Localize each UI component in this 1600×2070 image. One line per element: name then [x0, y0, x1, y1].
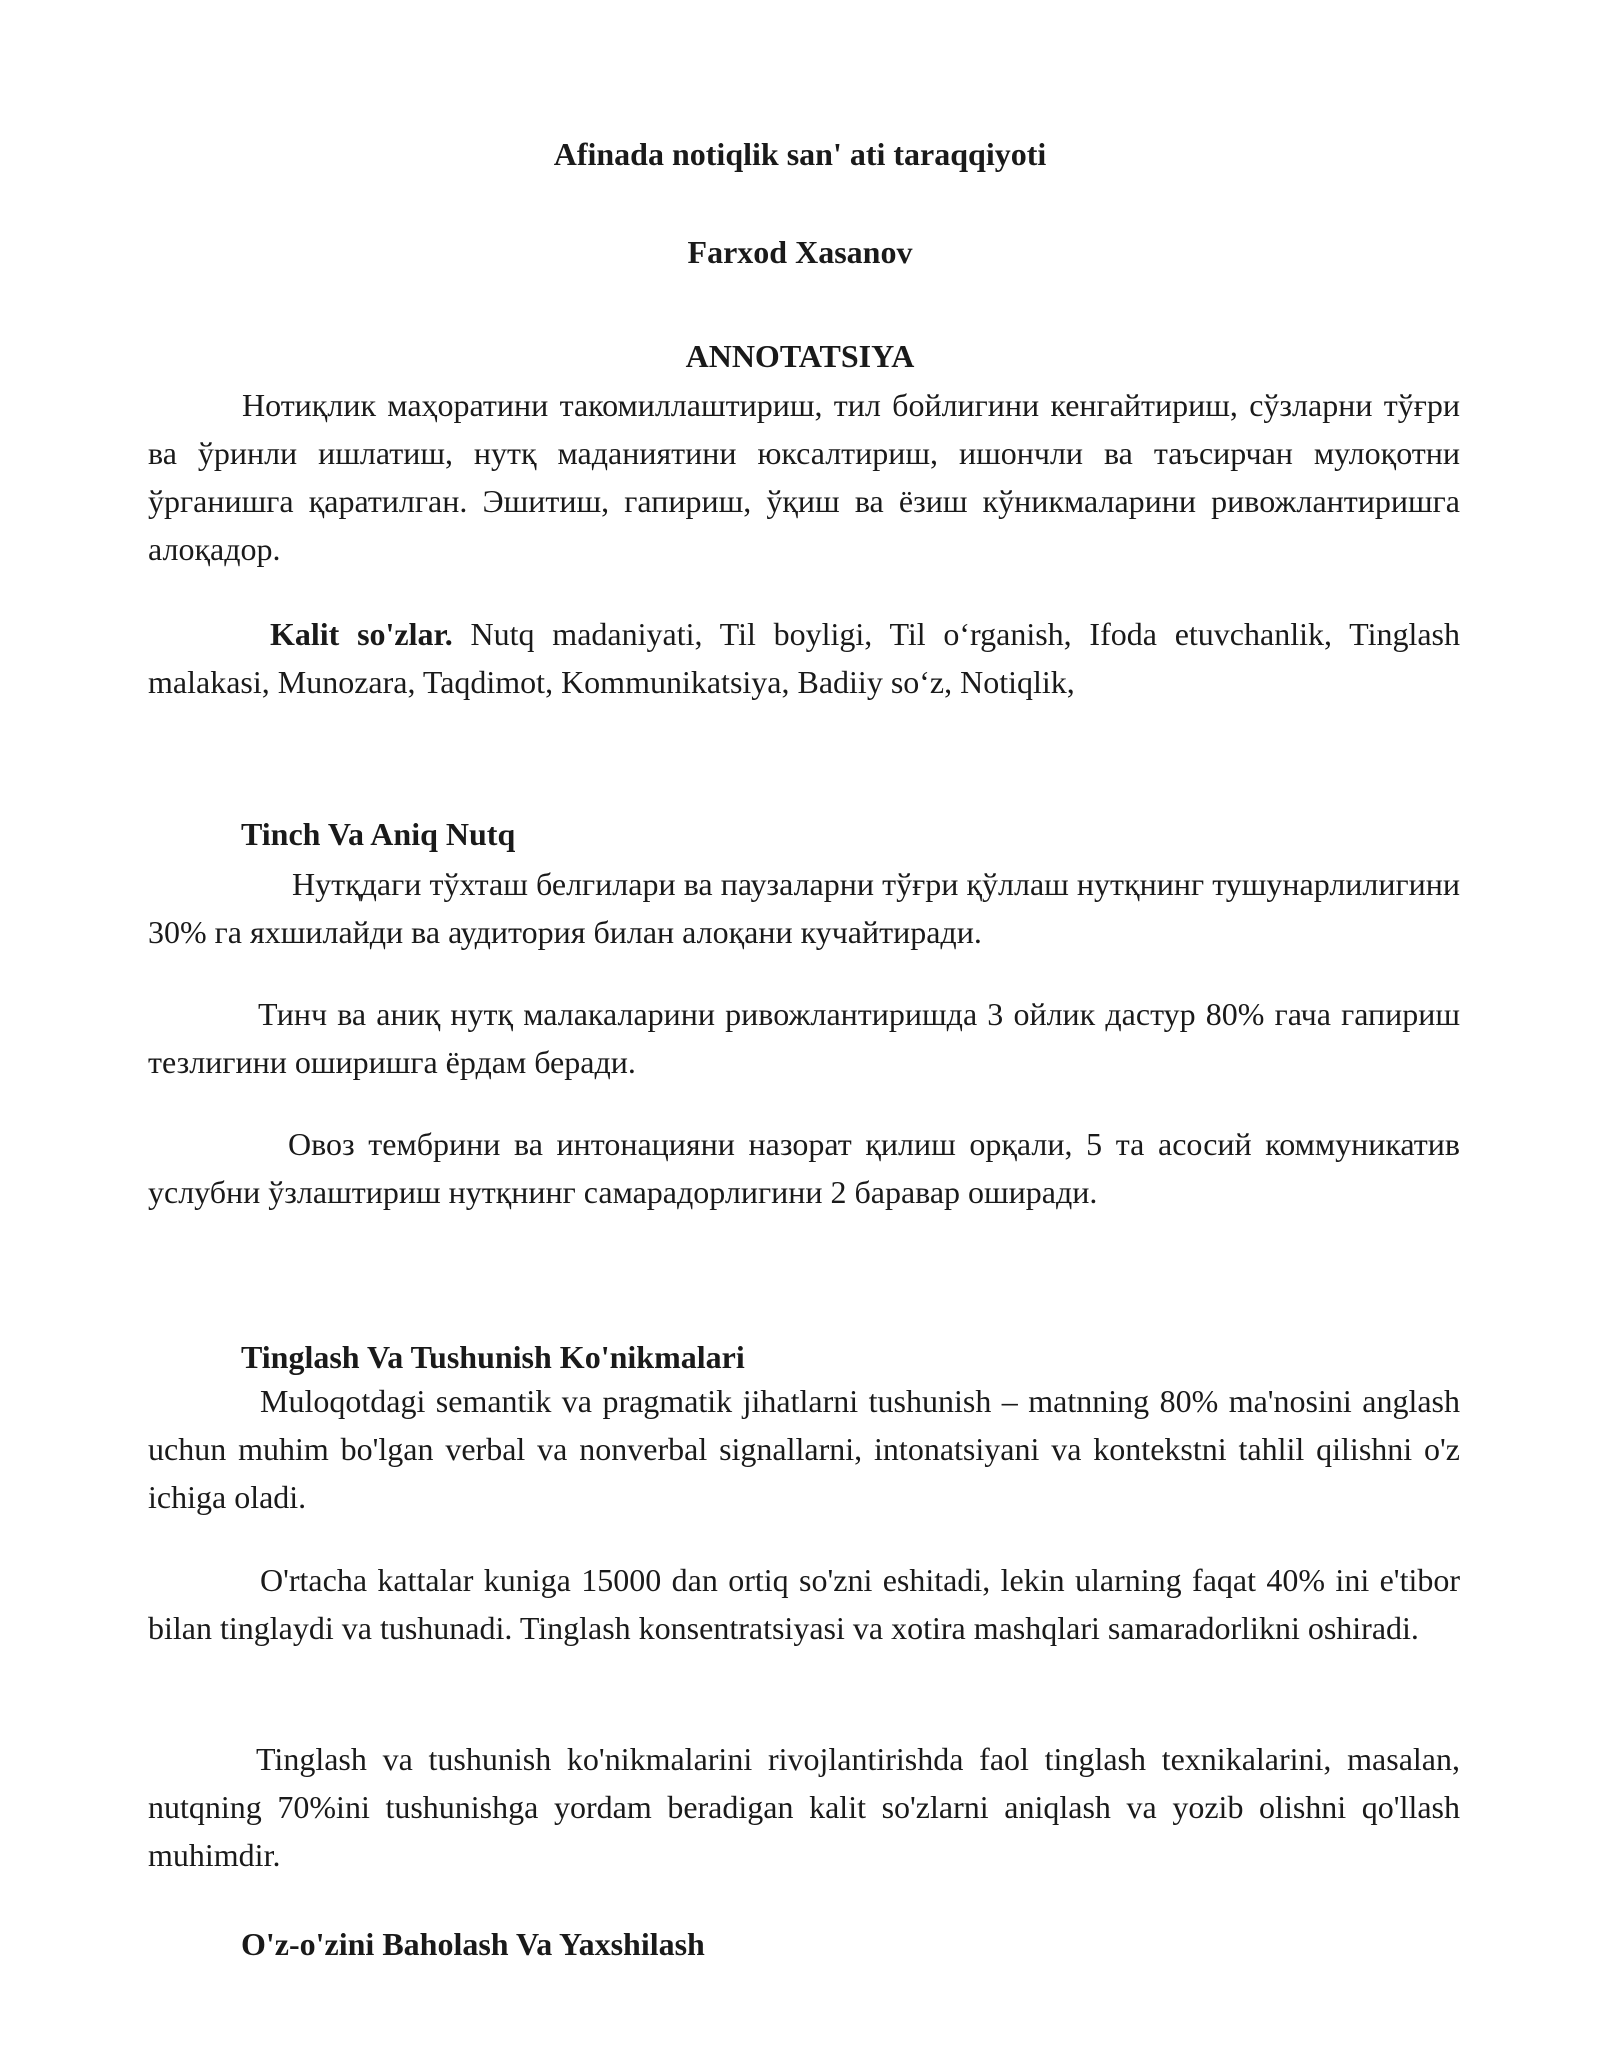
keywords-label: Kalit so'zlar.: [270, 616, 453, 652]
keywords-paragraph: [148, 610, 1460, 706]
section-heading-tinglash-va-tushunish: Tinglash Va Tushunish Ko'nikmalari: [241, 1339, 745, 1375]
annotation-heading: ANNOTATSIYA: [685, 338, 915, 374]
section2-paragraph-3: Tinglash va tushunish ko'nikmalarini rivojlantirishda faol tinglash texnikalarini, masalan, nutqning 70%ini tushunishga yordam beradigan kalit so'zlarni aniqlash va yozib olishni qo'llash muhimdir.: [148, 1741, 1460, 1873]
section1-paragraph-2: Тинч ва аниқ нутқ малакаларини ривожлантиришда 3 ойлик дастур 80% гача гапириш тезлигини оширишга ёрдам беради.: [148, 996, 1460, 1080]
section2-paragraph-1: Muloqotdagi semantik va pragmatik jihatlarni tushunish – matnning 80% ma'nosini anglash uchun muhim bo'lgan verbal va nonverbal signallarni, intonatsiyani va kontekstni tahlil qilishni o'z ichiga oladi.: [148, 1383, 1460, 1515]
section1-paragraph-3: Овоз тембрини ва интонацияни назорат қилиш орқали, 5 та асосий коммуникатив услубни ўзлаштириш нутқнинг самарадорлигини 2 баравар оширади.: [148, 1126, 1460, 1210]
document-title: Afinada notiqlik san' ati taraqqiyoti: [553, 136, 1047, 172]
annotation-paragraph: Нотиқлик маҳоратини такомиллаштириш, тил бойлигини кенгайтириш, сўзларни тўғри ва ўринли ишлатиш, нутқ маданиятини юксалтириш, ишончли ва таъсирчан мулоқотни ўрганишга қаратилган. Эшитиш, гапириш, ўқиш ва ёзиш кўникмаларини ривожлантиришга алоқадор.: [148, 387, 1460, 567]
section2-paragraph-2: O'rtacha kattalar kuniga 15000 dan ortiq so'zni eshitadi, lekin ularning faqat 40% ini e'tibor bilan tinglaydi va tushunadi. Tinglash konsentratsiyasi va xotira mashqlari samaradorlikni oshiradi.: [148, 1562, 1460, 1646]
keywords-list: Nutq madaniyati, Til boyligi, Til o‘rganish, Ifoda etuvchanlik, Tinglash malakasi, Munozara, Taqdimot, Kommunikatsiya, Badiiy so‘z, Notiqlik,: [148, 616, 1461, 700]
section1-paragraph-1: Нутқдаги тўхташ белгилари ва паузаларни тўғри қўллаш нутқнинг тушунарлилигини 30% га яхшилайди ва аудитория билан алоқани кучайтиради.: [148, 866, 1460, 950]
author-name: Farxod Xasanov: [687, 234, 913, 270]
section-heading-oz-ozini-baholash: O'z-o'zini Baholash Va Yaxshilash: [241, 1926, 705, 1962]
section-heading-tinch-va-aniq-nutq: Tinch Va Aniq Nutq: [241, 816, 516, 852]
